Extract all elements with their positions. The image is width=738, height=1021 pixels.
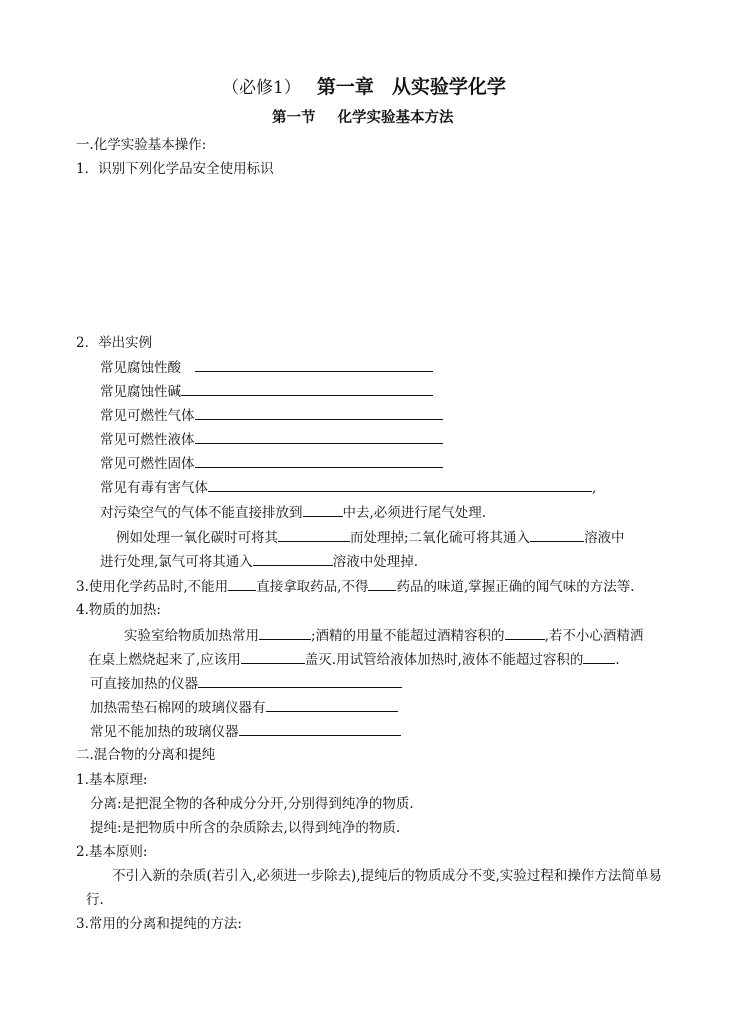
blank-extinguish[interactable] [241,649,305,664]
item3-line: 3.使用化学药品时,不能用 直接拿取药品,不得 药品的味道,掌握正确的闻气味的方法等. [76,576,635,597]
blank-base[interactable] [181,381,433,396]
blank-taste[interactable] [368,576,396,591]
rule-text-1: 不引入新的杂质(若引入,必须进一步除去),提纯后的物质成分不变,实验过程和操作方法简单易 [112,868,662,884]
title-prefix: （必修1） [222,78,301,98]
example-base: 常见腐蚀性碱 [100,381,433,402]
example-acid: 常见腐蚀性酸 [100,357,433,378]
rule-text-2: 行. [86,892,104,908]
direct-heat-line: 可直接加热的仪器 [90,673,402,694]
part1-heading: 一.化学实验基本操作: [76,137,207,153]
blank-pollution[interactable] [303,502,343,517]
separation-def: 分离:是把混全物的各种成分分开,分别得到纯净的物质. [90,796,414,812]
example-gas: 常见可燃性气体 [100,405,443,426]
principle-heading: 1.基本原理: [76,772,148,788]
section-name: 化学实验基本方法 [337,109,454,126]
blank-alcohol-volume[interactable] [505,625,545,640]
blank-liquid[interactable] [195,429,443,444]
gauze-heat-line: 加热需垫石棉网的玻璃仪器有 [90,697,398,718]
page-title [222,77,506,98]
treatment-line-2: 进行处理,氯气可将其通入 溶液中处理掉. [100,551,418,572]
section-title [272,108,454,128]
blank-liquid-volume[interactable] [583,649,615,664]
chapter-label: 第一章 [316,76,374,98]
item2-text: 2．举出实例 [76,335,153,351]
item1-text: 1．识别下列化学品安全使用标识 [76,161,274,177]
blank-co[interactable] [278,527,350,542]
blank-cl2[interactable] [253,551,333,566]
blank-toxic[interactable] [208,477,592,492]
item4-heading: 4.物质的加热: [76,602,161,618]
heating-line-2: 在桌上燃烧起来了,应该用 盖灭.用试管给液体加热时,液体不能超过容积的 . [88,649,620,670]
section-label: 第一节 [272,109,316,126]
no-heat-line: 常见不能加热的玻璃仪器 [90,721,401,742]
blank-so2[interactable] [530,527,584,542]
pollution-line: 对污染空气的气体不能直接排放到 中去,必须进行尾气处理. [100,502,486,523]
methods-heading: 3.常用的分离和提纯的方法: [76,916,242,932]
blank-direct-heat[interactable] [198,673,402,688]
part2-heading: 二.混合物的分离和提纯 [76,747,216,763]
rule-heading: 2.基本原则: [76,844,148,860]
blank-acid[interactable] [195,357,433,372]
blank-solid[interactable] [195,453,443,468]
chapter-title: 从实验学化学 [391,76,506,98]
blank-burner[interactable] [259,625,311,640]
blank-gauze-heat[interactable] [266,697,398,712]
treatment-line-1: 例如处理一氧化碳时可将其 而处理掉;二氧化硫可将其通入 溶液中 [116,527,625,548]
blank-gas[interactable] [195,405,443,420]
heating-line-1: 实验室给物质加热常用 ;酒精的用量不能超过酒精容积的 ,若不小心酒精洒 [124,625,643,646]
blank-no-heat[interactable] [239,721,401,736]
example-liquid: 常见可燃性液体 [100,429,443,450]
blank-hand[interactable] [228,576,256,591]
example-toxic: 常见有毒有害气体 , [100,477,596,498]
purification-def: 提纯:是把物质中所含的杂质除去,以得到纯净的物质. [90,820,401,836]
example-solid: 常见可燃性固体 [100,453,443,474]
